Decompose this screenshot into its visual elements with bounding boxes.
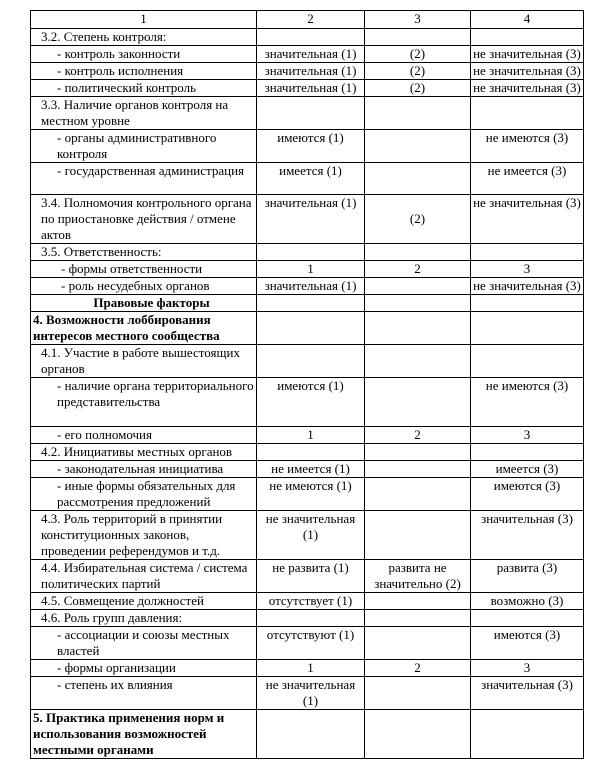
table-row (31, 378, 584, 427)
table-row (31, 46, 584, 63)
cell-col-4 (471, 312, 584, 345)
cell-col-2: 1 (257, 660, 365, 677)
cell-col-4: не значительная (3) (471, 80, 584, 97)
cell-col-2 (257, 444, 365, 461)
cell-col-4: не имеются (3) (471, 378, 584, 427)
cell-col-4: имеется (3) (471, 461, 584, 478)
table-row (31, 710, 584, 759)
cell-col-1: 4.6. Роль групп давления: (31, 610, 257, 627)
cell-col-2: отсутствует (1) (257, 593, 365, 610)
table-row (31, 244, 584, 261)
cell-col-2: значительная (1) (257, 80, 365, 97)
cell-col-1: - ассоциации и союзы местных властей (31, 627, 257, 660)
criteria-table (30, 10, 584, 759)
cell-col-2: не значительная (1) (257, 511, 365, 560)
cell-col-1: - наличие органа территориального представительства (31, 378, 257, 427)
cell-col-4 (471, 610, 584, 627)
cell-col-1: - формы ответственности (31, 261, 257, 278)
cell-col-4: имеются (3) (471, 478, 584, 511)
cell-col-1: - органы административного контроля (31, 130, 257, 163)
table-row (31, 63, 584, 80)
table-row (31, 461, 584, 478)
cell-col-3 (365, 378, 471, 427)
cell-col-4: не значительная (3) (471, 63, 584, 80)
cell-col-1: 3.3. Наличие органов контроля на местном уровне (31, 97, 257, 130)
cell-col-2 (257, 97, 365, 130)
cell-col-2 (257, 295, 365, 312)
table-row (31, 345, 584, 378)
cell-col-4: развита (3) (471, 560, 584, 593)
table-row (31, 261, 584, 278)
table-row (31, 427, 584, 444)
cell-col-3: (2) (365, 195, 471, 244)
cell-col-4 (471, 345, 584, 378)
cell-col-4: значительная (3) (471, 511, 584, 560)
cell-col-1: 4.4. Избирательная система / система политических партий (31, 560, 257, 593)
table-row (31, 29, 584, 46)
cell-col-1: 4.1. Участие в работе вышестоящих органов (31, 345, 257, 378)
cell-col-1: - законодательная инициатива (31, 461, 257, 478)
cell-col-2: имеется (1) (257, 163, 365, 195)
cell-col-4 (471, 97, 584, 130)
table-row (31, 511, 584, 560)
cell-col-2: отсутствуют (1) (257, 627, 365, 660)
cell-col-4: возможно (3) (471, 593, 584, 610)
cell-col-4: не значительная (3) (471, 278, 584, 295)
cell-col-1: - контроль исполнения (31, 63, 257, 80)
cell-col-4 (471, 444, 584, 461)
cell-col-4: не имеются (3) (471, 130, 584, 163)
cell-col-1: 4.5. Совмещение должностей (31, 593, 257, 610)
cell-col-3 (365, 710, 471, 759)
cell-col-3: 2 (365, 261, 471, 278)
cell-col-2: не имеется (1) (257, 461, 365, 478)
table-row (31, 593, 584, 610)
cell-col-3 (365, 610, 471, 627)
cell-col-2: не значительная (1) (257, 677, 365, 710)
cell-col-2 (257, 345, 365, 378)
cell-col-2: не имеются (1) (257, 478, 365, 511)
cell-col-1: 4.2. Инициативы местных органов (31, 444, 257, 461)
table-row (31, 677, 584, 710)
header-row (31, 11, 584, 29)
cell-col-3 (365, 163, 471, 195)
cell-col-4: не значительная (3) (471, 195, 584, 244)
cell-col-1: 4. Возможности лоббирования интересов местного сообщества (31, 312, 257, 345)
cell-col-1: 3.5. Ответственность: (31, 244, 257, 261)
cell-col-4: значительная (3) (471, 677, 584, 710)
cell-col-3: (2) (365, 63, 471, 80)
cell-col-1: - иные формы обязательных для рассмотрения предложений (31, 478, 257, 511)
table-row (31, 560, 584, 593)
cell-col-3 (365, 627, 471, 660)
cell-col-4: 3 (471, 261, 584, 278)
cell-col-1: - политический контроль (31, 80, 257, 97)
cell-col-3 (365, 444, 471, 461)
table-row (31, 80, 584, 97)
cell-col-2 (257, 29, 365, 46)
cell-col-2: значительная (1) (257, 278, 365, 295)
header-col-1: 1 (31, 11, 257, 29)
cell-col-3: 2 (365, 427, 471, 444)
table-row (31, 97, 584, 130)
cell-col-4: 3 (471, 660, 584, 677)
cell-col-1: 3.4. Полномочия контрольного органа по приостановке действия / отмене актов (31, 195, 257, 244)
table-row (31, 163, 584, 195)
table-row (31, 195, 584, 244)
cell-col-2 (257, 610, 365, 627)
cell-col-1: - его полномочия (31, 427, 257, 444)
header-col-4: 4 (471, 11, 584, 29)
cell-col-1: 4.3. Роль территорий в принятии конституционных законов, проведении референдумов и т.д. (31, 511, 257, 560)
cell-col-1: Правовые факторы (31, 295, 257, 312)
cell-col-3 (365, 295, 471, 312)
cell-col-1: - формы организации (31, 660, 257, 677)
cell-col-4 (471, 710, 584, 759)
cell-col-4: не значительная (3) (471, 46, 584, 63)
cell-col-1: 3.2. Степень контроля: (31, 29, 257, 46)
cell-col-2: значительная (1) (257, 195, 365, 244)
cell-col-2: имеются (1) (257, 378, 365, 427)
table-row (31, 278, 584, 295)
cell-col-3 (365, 677, 471, 710)
table-row (31, 444, 584, 461)
header-col-3: 3 (365, 11, 471, 29)
cell-col-3 (365, 511, 471, 560)
header-col-2: 2 (257, 11, 365, 29)
cell-col-3: (2) (365, 80, 471, 97)
cell-col-4 (471, 29, 584, 46)
table-row (31, 295, 584, 312)
cell-col-3 (365, 130, 471, 163)
cell-col-2 (257, 312, 365, 345)
cell-col-1: - роль несудебных органов (31, 278, 257, 295)
cell-col-2: 1 (257, 427, 365, 444)
cell-col-2: значительная (1) (257, 46, 365, 63)
cell-col-3 (365, 461, 471, 478)
table-row (31, 312, 584, 345)
cell-col-3 (365, 593, 471, 610)
table-row (31, 478, 584, 511)
table-row (31, 610, 584, 627)
cell-col-4: 3 (471, 427, 584, 444)
cell-col-2: 1 (257, 261, 365, 278)
cell-col-1: - государственная администрация (31, 163, 257, 195)
cell-col-1: 5. Практика применения норм и использования возможностей местными органами (31, 710, 257, 759)
cell-col-4 (471, 295, 584, 312)
cell-col-3 (365, 278, 471, 295)
cell-col-1: - степень их влияния (31, 677, 257, 710)
table-row (31, 627, 584, 660)
table-row (31, 660, 584, 677)
cell-col-3 (365, 244, 471, 261)
cell-col-4 (471, 244, 584, 261)
cell-col-4: не имеется (3) (471, 163, 584, 195)
cell-col-2: значительная (1) (257, 63, 365, 80)
cell-col-3: (2) (365, 46, 471, 63)
cell-col-2 (257, 710, 365, 759)
cell-col-3 (365, 29, 471, 46)
cell-col-2: имеются (1) (257, 130, 365, 163)
cell-col-4: имеются (3) (471, 627, 584, 660)
cell-col-3 (365, 478, 471, 511)
cell-col-3 (365, 312, 471, 345)
cell-col-2 (257, 244, 365, 261)
cell-col-3 (365, 97, 471, 130)
cell-col-2: не развита (1) (257, 560, 365, 593)
table-row (31, 130, 584, 163)
cell-col-3: развита не значительно (2) (365, 560, 471, 593)
cell-col-1: - контроль законности (31, 46, 257, 63)
cell-col-3 (365, 345, 471, 378)
cell-col-3: 2 (365, 660, 471, 677)
